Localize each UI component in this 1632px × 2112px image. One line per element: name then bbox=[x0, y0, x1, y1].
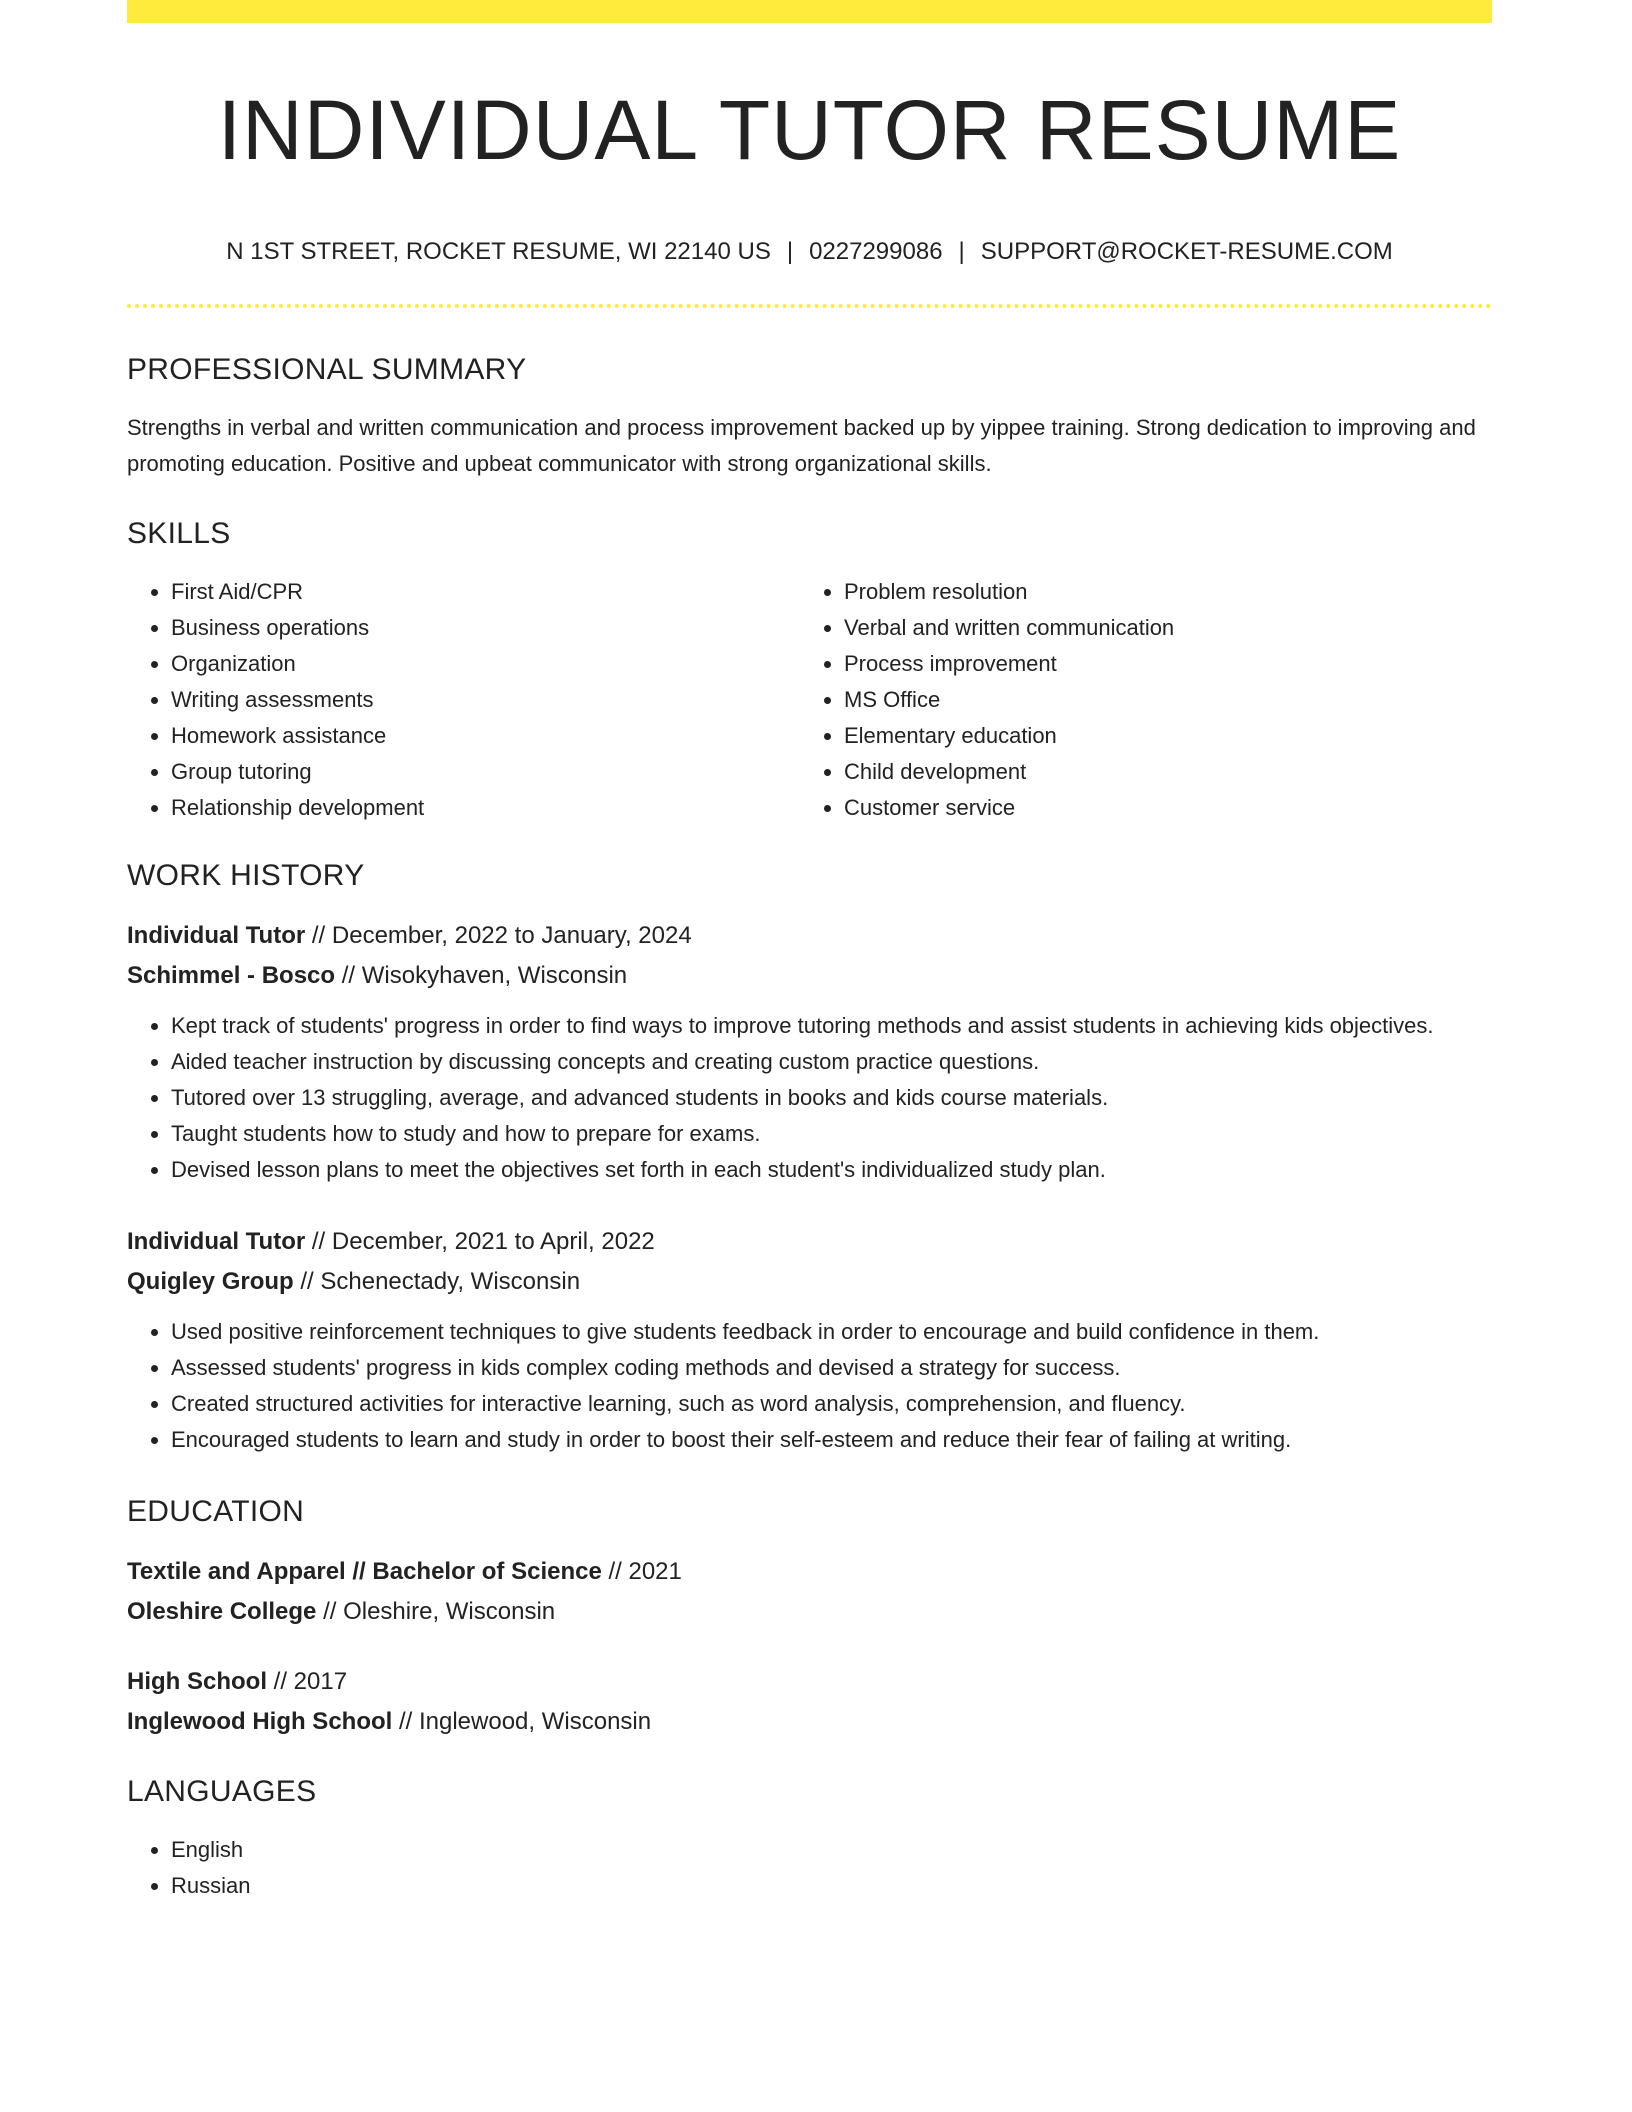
summary-section bbox=[127, 350, 1492, 482]
education-location: // Inglewood, Wisconsin bbox=[392, 1708, 652, 1735]
resume-body bbox=[127, 350, 1492, 1904]
section-heading-languages: LANGUAGES bbox=[127, 1775, 317, 1808]
skill-item: • First Aid/CPR bbox=[171, 574, 800, 610]
job-bullet: • Aided teacher instruction by discussing concepts and creating custom practice questions. bbox=[171, 1044, 1492, 1080]
job-bullet: • Used positive reinforcement techniques to give students feedback in order to encourage and build confidence in them. bbox=[171, 1314, 1492, 1350]
language-item: • Russian bbox=[171, 1868, 1492, 1904]
education-year: // 2021 bbox=[601, 1558, 682, 1585]
contact-separator: | bbox=[958, 238, 965, 265]
job-bullet: • Encouraged students to learn and study in order to boost their self-esteem and reduce their fear of failing at writing. bbox=[171, 1422, 1492, 1458]
job-bullets bbox=[127, 1008, 1492, 1188]
job-bullet: • Kept track of students' progress in order to find ways to improve tutoring methods and assist students in achieving kids objectives. bbox=[171, 1008, 1492, 1044]
section-heading-summary: PROFESSIONAL SUMMARY bbox=[127, 353, 527, 386]
skill-item: • Customer service bbox=[844, 790, 1473, 826]
job-bullets bbox=[127, 1314, 1492, 1458]
contact-line bbox=[127, 236, 1492, 268]
skills-section bbox=[127, 514, 1492, 826]
languages-list bbox=[127, 1832, 1492, 1904]
education-degree: Textile and Apparel // Bachelor of Science bbox=[127, 1558, 602, 1585]
job-bullet: • Assessed students' progress in kids complex coding methods and devised a strategy for success. bbox=[171, 1350, 1492, 1386]
skill-item: • Writing assessments bbox=[171, 682, 800, 718]
skill-item: • Group tutoring bbox=[171, 754, 800, 790]
education-entry bbox=[127, 1552, 1492, 1632]
job-bullet: • Tutored over 13 struggling, average, and advanced students in books and kids course materials. bbox=[171, 1080, 1492, 1116]
skill-item: • Problem resolution bbox=[844, 574, 1473, 610]
job-bullet: • Created structured activities for interactive learning, such as word analysis, comprehension, and fluency. bbox=[171, 1386, 1492, 1422]
contact-separator: | bbox=[786, 238, 794, 265]
dotted-divider bbox=[127, 304, 1492, 308]
job-entry bbox=[127, 916, 1492, 1188]
education-school: Oleshire College bbox=[127, 1598, 317, 1625]
education-section bbox=[127, 1492, 1492, 1742]
section-heading-skills: SKILLS bbox=[127, 517, 231, 550]
education-school-line bbox=[127, 1592, 1492, 1632]
skills-columns bbox=[127, 574, 1492, 826]
job-title: Individual Tutor bbox=[127, 922, 306, 949]
education-degree: High School bbox=[127, 1668, 267, 1695]
skill-item: • Process improvement bbox=[844, 646, 1473, 682]
skill-item: • Organization bbox=[171, 646, 800, 682]
education-school: Inglewood High School bbox=[127, 1708, 393, 1735]
job-bullet: • Devised lesson plans to meet the objectives set forth in each student's individualized study plan. bbox=[171, 1152, 1492, 1188]
job-company-line bbox=[127, 1262, 1492, 1302]
job-title-line bbox=[127, 916, 1492, 956]
skills-list-right bbox=[800, 574, 1473, 826]
education-degree-line bbox=[127, 1552, 1492, 1592]
job-bullet: • Taught students how to study and how to prepare for exams. bbox=[171, 1116, 1492, 1152]
contact-email: SUPPORT@ROCKET-RESUME.COM bbox=[980, 238, 1393, 265]
job-dates: // December, 2022 to January, 2024 bbox=[305, 922, 692, 949]
language-item: • English bbox=[171, 1832, 1492, 1868]
languages-section bbox=[127, 1772, 1492, 1904]
contact-address: N 1ST STREET, ROCKET RESUME, WI 22140 US bbox=[226, 238, 771, 265]
resume-title: INDIVIDUAL TUTOR RESUME bbox=[217, 83, 1402, 177]
skill-item: • Verbal and written communication bbox=[844, 610, 1473, 646]
skill-item: • Relationship development bbox=[171, 790, 800, 826]
job-company-line bbox=[127, 956, 1492, 996]
job-company: Schimmel - Bosco bbox=[127, 962, 336, 989]
skill-item: • MS Office bbox=[844, 682, 1473, 718]
work-history-section bbox=[127, 856, 1492, 1458]
job-dates: // December, 2021 to April, 2022 bbox=[305, 1228, 655, 1255]
job-location: // Wisokyhaven, Wisconsin bbox=[335, 962, 628, 989]
education-degree-line bbox=[127, 1662, 1492, 1702]
section-heading-education: EDUCATION bbox=[127, 1495, 305, 1528]
skills-list-left bbox=[127, 574, 800, 826]
job-title: Individual Tutor bbox=[127, 1228, 306, 1255]
summary-text: Strengths in verbal and written communication and process improvement backed up by yippee training. Strong dedication to improving and promoting education. Positive and upbeat communicator with strong organizational skills. bbox=[127, 415, 1476, 476]
education-year: // 2017 bbox=[267, 1668, 348, 1695]
education-entry bbox=[127, 1662, 1492, 1742]
job-title-line bbox=[127, 1222, 1492, 1262]
job-location: // Schenectady, Wisconsin bbox=[293, 1268, 581, 1295]
job-entry bbox=[127, 1222, 1492, 1458]
skill-item: • Child development bbox=[844, 754, 1473, 790]
section-heading-work: WORK HISTORY bbox=[127, 859, 365, 892]
job-company: Quigley Group bbox=[127, 1268, 294, 1295]
skill-item: • Elementary education bbox=[844, 718, 1473, 754]
education-location: // Oleshire, Wisconsin bbox=[316, 1598, 556, 1625]
contact-phone: 0227299086 bbox=[809, 238, 943, 265]
accent-bar bbox=[127, 0, 1492, 23]
skill-item: • Homework assistance bbox=[171, 718, 800, 754]
skill-item: • Business operations bbox=[171, 610, 800, 646]
education-school-line bbox=[127, 1702, 1492, 1742]
